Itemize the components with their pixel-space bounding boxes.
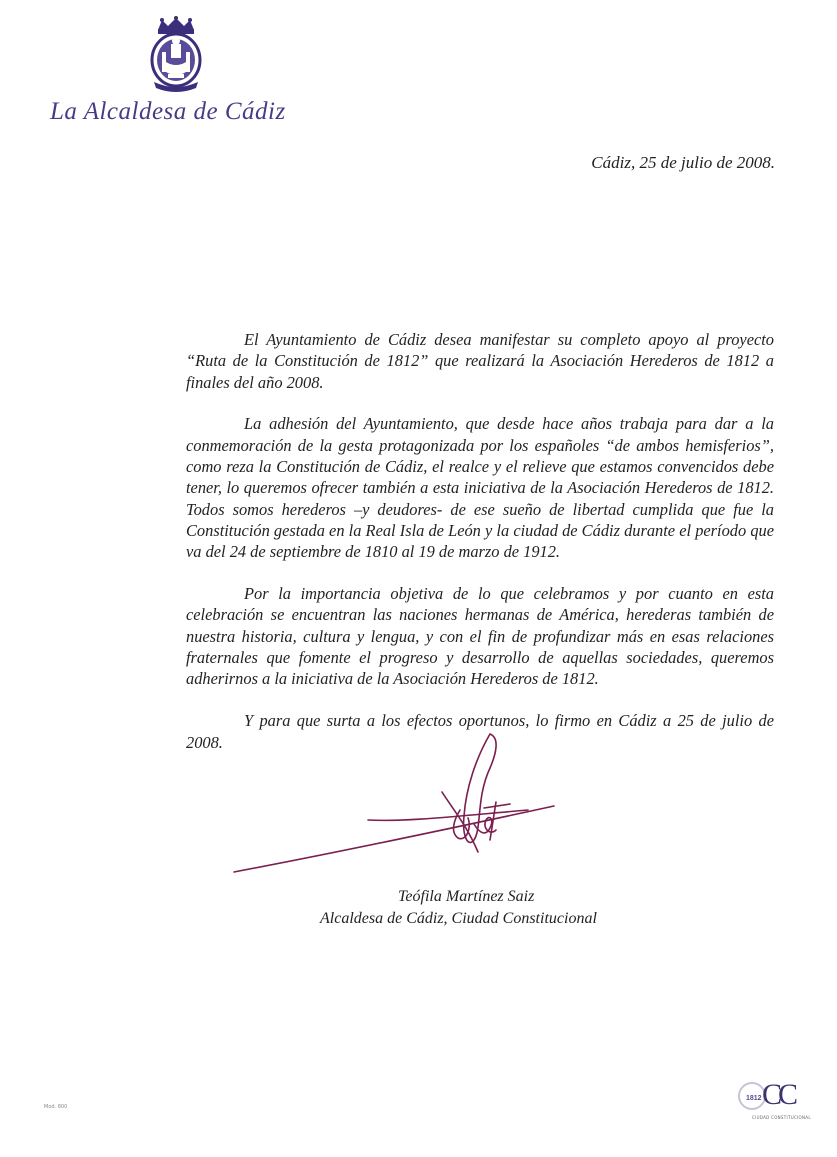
ciudad-constitucional-logo	[738, 1080, 816, 1126]
handwritten-signature-icon	[228, 728, 558, 888]
letter-date: Cádiz, 25 de julio de 2008.	[591, 153, 775, 172]
logo-year: 1812	[746, 1095, 762, 1102]
letterhead	[40, 16, 300, 126]
letter-body	[186, 329, 774, 773]
logo-letters: CC	[762, 1078, 795, 1111]
paragraph-adhesion: La adhesión del Ayuntamiento, que desde hace años trabaja para dar a la conmemoración de la gesta protagonizada por los españoles “de ambos hemisferios”, como reza la Constitución de Cádiz, el realce y el relieve que estamos convencidos debe tener, lo queremos ofrecer también a esta iniciativa de la Asociación Herederos de 1812. Todos somos herederos –y deudores- de ese sueño de libertad cumplida que fue la Constitución gestada en la Real Isla de León y la ciudad de Cádiz durante el período que va del 24 de septiembre de 1810 al 19 de marzo de 1912.	[186, 414, 774, 562]
paragraph-closing: Y para que surta a los efectos oportunos, lo firmo en Cádiz a 25 de julio de 2008.	[186, 711, 774, 752]
signer-title: Alcaldesa de Cádiz, Ciudad Constitucional	[320, 910, 597, 927]
signer-name: Teófila Martínez Saiz	[398, 888, 535, 905]
letterhead-title: La Alcaldesa de Cádiz	[50, 98, 286, 125]
form-code: Mod. 800	[44, 1104, 68, 1110]
paragraph-support: El Ayuntamiento de Cádiz desea manifestar su completo apoyo al proyecto “Ruta de la Constitución de 1812” que realizará la Asociación Herederos de 1812 a finales del año 2008.	[186, 330, 774, 392]
paragraph-importance: Por la importancia objetiva de lo que celebramos y por cuanto en esta celebración se encuentran las naciones hermanas de América, herederas también de nuestra historia, cultura y lengua, y con el fin de profundizar más en esas relaciones fraternales que fomente el progreso y desarrollo de aquellas sociedades, queremos adherirnos a la iniciativa de la Asociación Herederos de 1812.	[186, 584, 774, 689]
signer-block	[320, 886, 660, 930]
logo-caption: CIUDAD CONSTITUCIONAL	[752, 1115, 811, 1120]
cadiz-coat-of-arms-icon	[144, 16, 208, 92]
